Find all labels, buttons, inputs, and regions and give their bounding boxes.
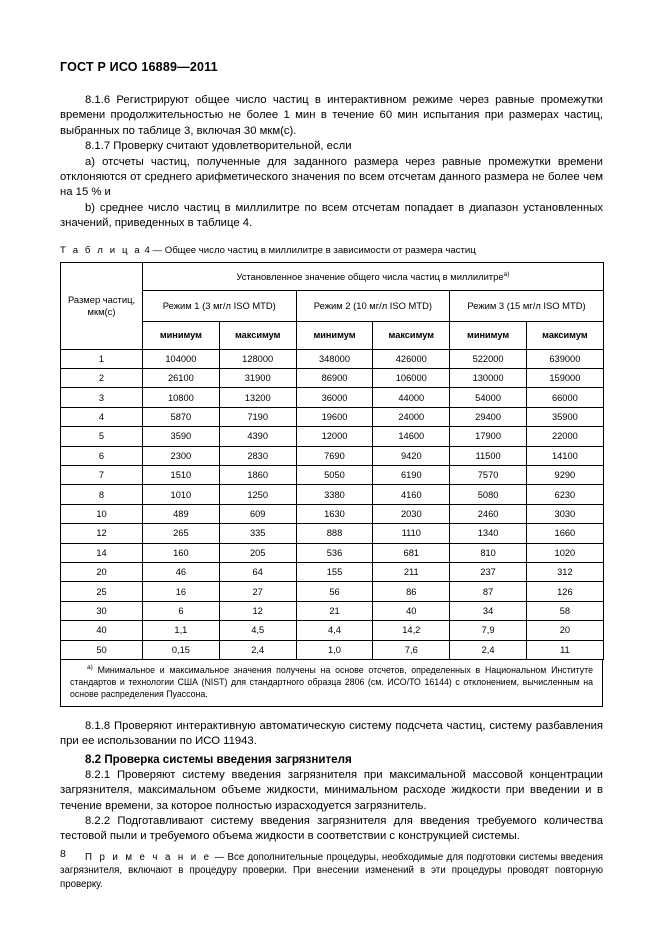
cell-particle-size: 2 xyxy=(61,369,143,388)
cell-count-value: 7190 xyxy=(219,407,296,426)
cell-count-value: 6 xyxy=(143,601,220,620)
cell-count-value: 64 xyxy=(219,562,296,581)
table-caption-text: — Общее число частиц в миллилитре в зависимости от размера частиц xyxy=(152,244,476,256)
cell-particle-size: 25 xyxy=(61,582,143,601)
cell-count-value: 2,4 xyxy=(219,640,296,659)
table-body xyxy=(61,349,604,659)
cell-count-value: 7690 xyxy=(296,446,373,465)
spacer xyxy=(60,232,603,244)
table-row xyxy=(61,369,604,388)
cell-count-value: 56 xyxy=(296,582,373,601)
cell-count-value: 211 xyxy=(373,562,450,581)
note-block xyxy=(60,851,603,891)
cell-count-value: 5050 xyxy=(296,466,373,485)
cell-count-value: 7570 xyxy=(450,466,527,485)
cell-count-value: 19600 xyxy=(296,407,373,426)
cell-count-value: 237 xyxy=(450,562,527,581)
cell-count-value: 66000 xyxy=(526,388,603,407)
cell-count-value: 1340 xyxy=(450,524,527,543)
table-header-row-modes xyxy=(61,290,604,321)
cell-particle-size: 8 xyxy=(61,485,143,504)
cell-count-value: 14600 xyxy=(373,427,450,446)
table-row xyxy=(61,485,604,504)
cell-count-value: 130000 xyxy=(450,369,527,388)
cell-count-value: 1510 xyxy=(143,466,220,485)
note-label: П р и м е ч а н и е xyxy=(85,851,212,863)
cell-count-value: 12 xyxy=(219,601,296,620)
cell-count-value: 44000 xyxy=(373,388,450,407)
cell-count-value: 1,1 xyxy=(143,621,220,640)
paragraph-8-2-1: 8.2.1 Проверяют систему введения загрязнителя при максимальной массовой концентрации загрязнителя, максимальном объеме жидкости, минимальном расходе жидкости при введении и в течение времени, за которое полностью израсходуется загрязнитель. xyxy=(60,768,603,812)
table-footnote-container xyxy=(60,660,603,707)
column-header-mode3-min: минимум xyxy=(450,321,527,349)
cell-particle-size: 14 xyxy=(61,543,143,562)
particle-count-table xyxy=(60,262,604,660)
cell-count-value: 160 xyxy=(143,543,220,562)
paragraph-8-1-7: 8.1.7 Проверку считают удовлетворительной, если xyxy=(85,140,352,153)
cell-count-value: 17900 xyxy=(450,427,527,446)
paragraph-8-2-2: 8.2.2 Подготавливают систему введения загрязнителя для введения требуемого количества тестовой пыли и требуемого объема жидкости в соответствии с конструкцией системы. xyxy=(60,814,603,843)
column-header-group-text: Установленное значение общего числа частиц в миллилитре xyxy=(236,270,504,282)
section-heading-8-2: 8.2 Проверка системы введения загрязнителя xyxy=(85,753,352,767)
cell-count-value: 40 xyxy=(373,601,450,620)
column-header-mode1-min: минимум xyxy=(143,321,220,349)
cell-particle-size: 10 xyxy=(61,504,143,523)
cell-count-value: 9420 xyxy=(373,446,450,465)
cell-count-value: 24000 xyxy=(373,407,450,426)
column-header-mode2-min: минимум xyxy=(296,321,373,349)
cell-count-value: 1630 xyxy=(296,504,373,523)
page-number: 8 xyxy=(60,848,66,860)
cell-count-value: 639000 xyxy=(526,349,603,368)
cell-count-value: 6190 xyxy=(373,466,450,485)
table-footnote xyxy=(70,664,593,701)
cell-count-value: 46 xyxy=(143,562,220,581)
cell-count-value: 2460 xyxy=(450,504,527,523)
spacer xyxy=(60,707,603,719)
cell-count-value: 2830 xyxy=(219,446,296,465)
cell-count-value: 4160 xyxy=(373,485,450,504)
cell-count-value: 128000 xyxy=(219,349,296,368)
cell-count-value: 681 xyxy=(373,543,450,562)
cell-count-value: 54000 xyxy=(450,388,527,407)
column-header-mode2-max: максимум xyxy=(373,321,450,349)
note-text: — Все дополнительные процедуры, необходимые для подготовки системы введения загрязнителя, включают в процедуру проверки. При внесении изменений в эти процедуры проводят повторную проверку. xyxy=(60,851,603,890)
cell-count-value: 348000 xyxy=(296,349,373,368)
document-body xyxy=(60,93,603,891)
table-caption-label: Т а б л и ц а xyxy=(60,244,142,256)
cell-count-value: 4,4 xyxy=(296,621,373,640)
cell-count-value: 2300 xyxy=(143,446,220,465)
table-row xyxy=(61,388,604,407)
column-header-mode1-max: максимум xyxy=(219,321,296,349)
cell-count-value: 4,5 xyxy=(219,621,296,640)
cell-count-value: 36000 xyxy=(296,388,373,407)
cell-count-value: 4390 xyxy=(219,427,296,446)
cell-count-value: 34 xyxy=(450,601,527,620)
cell-count-value: 87 xyxy=(450,582,527,601)
cell-count-value: 522000 xyxy=(450,349,527,368)
column-header-mode-1: Режим 1 (3 мг/л ISO MTD) xyxy=(143,290,297,321)
cell-count-value: 13200 xyxy=(219,388,296,407)
table-caption-number: 4 xyxy=(144,244,150,256)
cell-count-value: 3380 xyxy=(296,485,373,504)
cell-count-value: 1660 xyxy=(526,524,603,543)
cell-count-value: 7,9 xyxy=(450,621,527,640)
cell-count-value: 104000 xyxy=(143,349,220,368)
table-header-row-minmax xyxy=(61,321,604,349)
table-row xyxy=(61,504,604,523)
column-header-mode-2: Режим 2 (10 мг/л ISO MTD) xyxy=(296,290,450,321)
cell-count-value: 106000 xyxy=(373,369,450,388)
cell-count-value: 6230 xyxy=(526,485,603,504)
cell-count-value: 3590 xyxy=(143,427,220,446)
cell-count-value: 31900 xyxy=(219,369,296,388)
cell-particle-size: 3 xyxy=(61,388,143,407)
cell-count-value: 335 xyxy=(219,524,296,543)
cell-particle-size: 40 xyxy=(61,621,143,640)
footnote-text: Минимальное и максимальное значения получены на основе отсчетов, определенных в Национальном Институте стандартов и технологии США (NIST) для стандартного образца 2806 (см. ИСО/ТО 16144) с отклонением, вычисленным на основе распределения Пуассона. xyxy=(70,664,593,700)
cell-count-value: 2030 xyxy=(373,504,450,523)
table-row xyxy=(61,601,604,620)
cell-count-value: 3030 xyxy=(526,504,603,523)
column-header-mode-3: Режим 3 (15 мг/л ISO MTD) xyxy=(450,290,604,321)
cell-particle-size: 50 xyxy=(61,640,143,659)
cell-count-value: 20 xyxy=(526,621,603,640)
cell-count-value: 5080 xyxy=(450,485,527,504)
table-header-row-group xyxy=(61,262,604,290)
footnote-marker: a) xyxy=(87,663,93,671)
column-header-group xyxy=(143,262,604,290)
cell-particle-size: 20 xyxy=(61,562,143,581)
cell-count-value: 126 xyxy=(526,582,603,601)
cell-particle-size: 5 xyxy=(61,427,143,446)
cell-count-value: 9290 xyxy=(526,466,603,485)
cell-count-value: 58 xyxy=(526,601,603,620)
cell-count-value: 155 xyxy=(296,562,373,581)
cell-count-value: 29400 xyxy=(450,407,527,426)
cell-count-value: 1110 xyxy=(373,524,450,543)
table-row xyxy=(61,621,604,640)
table-row xyxy=(61,562,604,581)
cell-count-value: 21 xyxy=(296,601,373,620)
cell-count-value: 1010 xyxy=(143,485,220,504)
cell-count-value: 22000 xyxy=(526,427,603,446)
paragraph-8-1-7-a: a) отсчеты частиц, полученные для заданного размера через равные промежутки времени отклоняются от среднего арифметического значения по всем отсчетам данного размера не более чем на 15 % и xyxy=(60,155,603,199)
cell-count-value: 265 xyxy=(143,524,220,543)
cell-count-value: 10800 xyxy=(143,388,220,407)
table-caption xyxy=(60,244,603,257)
cell-count-value: 1,0 xyxy=(296,640,373,659)
cell-count-value: 14100 xyxy=(526,446,603,465)
cell-count-value: 0,15 xyxy=(143,640,220,659)
cell-count-value: 35900 xyxy=(526,407,603,426)
cell-particle-size: 12 xyxy=(61,524,143,543)
footnote-marker-superscript: a) xyxy=(503,270,510,278)
table-row xyxy=(61,524,604,543)
cell-count-value: 888 xyxy=(296,524,373,543)
table-row xyxy=(61,640,604,659)
table-row xyxy=(61,543,604,562)
cell-count-value: 27 xyxy=(219,582,296,601)
cell-count-value: 205 xyxy=(219,543,296,562)
cell-count-value: 14,2 xyxy=(373,621,450,640)
cell-count-value: 11500 xyxy=(450,446,527,465)
cell-count-value: 426000 xyxy=(373,349,450,368)
cell-count-value: 1020 xyxy=(526,543,603,562)
table-row xyxy=(61,582,604,601)
table-row xyxy=(61,349,604,368)
cell-count-value: 2,4 xyxy=(450,640,527,659)
paragraph-8-1-8: 8.1.8 Проверяют интерактивную автоматическую систему подсчета частиц, систему разбавления при ее использовании по ИСО 11943. xyxy=(60,719,603,747)
paragraph-8-1-7-b: b) среднее число частиц в миллилитре по всем отсчетам попадает в диапазон установленных значений, приведенных в таблице 4. xyxy=(60,201,603,230)
cell-count-value: 489 xyxy=(143,504,220,523)
cell-count-value: 5870 xyxy=(143,407,220,426)
table-row xyxy=(61,466,604,485)
cell-count-value: 11 xyxy=(526,640,603,659)
column-header-particle-size: Размер частиц, мкм(с) xyxy=(61,262,143,349)
cell-particle-size: 30 xyxy=(61,601,143,620)
cell-count-value: 16 xyxy=(143,582,220,601)
cell-particle-size: 1 xyxy=(61,349,143,368)
table-row xyxy=(61,446,604,465)
document-standard-header: ГОСТ Р ИСО 16889—2011 xyxy=(60,60,218,74)
table-row xyxy=(61,427,604,446)
cell-particle-size: 7 xyxy=(61,466,143,485)
column-header-mode3-max: максимум xyxy=(526,321,603,349)
cell-count-value: 86900 xyxy=(296,369,373,388)
cell-particle-size: 6 xyxy=(61,446,143,465)
paragraph-8-1-6: 8.1.6 Регистрируют общее число частиц в интерактивном режиме через равные промежутки времени продолжительностью не более 1 мин в течение 60 мин испытания при размерах частиц, выбранных по таблице 3, включая 30 мкм(с). xyxy=(60,94,603,137)
cell-count-value: 26100 xyxy=(143,369,220,388)
cell-count-value: 86 xyxy=(373,582,450,601)
cell-count-value: 7,6 xyxy=(373,640,450,659)
cell-count-value: 159000 xyxy=(526,369,603,388)
cell-count-value: 810 xyxy=(450,543,527,562)
cell-count-value: 1250 xyxy=(219,485,296,504)
cell-count-value: 609 xyxy=(219,504,296,523)
cell-count-value: 12000 xyxy=(296,427,373,446)
cell-count-value: 1860 xyxy=(219,466,296,485)
cell-count-value: 536 xyxy=(296,543,373,562)
cell-count-value: 312 xyxy=(526,562,603,581)
cell-particle-size: 4 xyxy=(61,407,143,426)
table-row xyxy=(61,407,604,426)
